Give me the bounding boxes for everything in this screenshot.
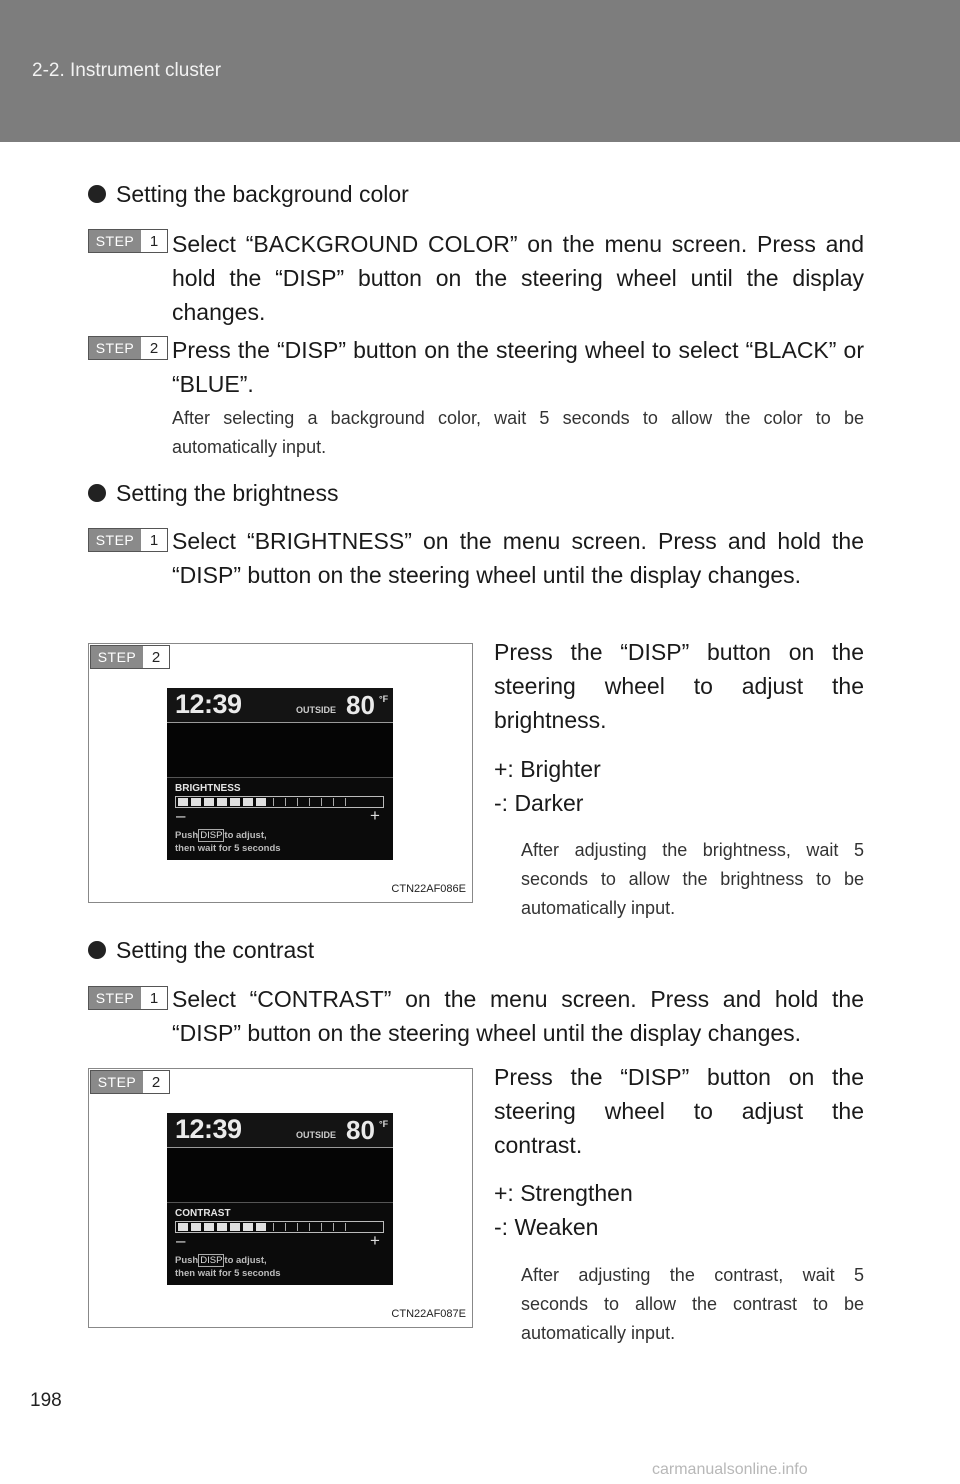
level-segment-off [273, 1223, 274, 1231]
step-label: STEP [91, 646, 143, 668]
level-segment-on [256, 1223, 266, 1231]
weaken-text: -: Weaken [494, 1214, 599, 1240]
section-title: 2-2. Instrument cluster [32, 60, 222, 81]
strengthen-text: +: Strengthen [494, 1180, 633, 1206]
level-segment-on [217, 798, 227, 806]
push-instruction [175, 1254, 281, 1280]
temperature-unit: °F [379, 694, 389, 704]
outside-label: OUTSIDE [296, 1130, 337, 1140]
level-segment-off [321, 1223, 322, 1231]
page-number: 198 [30, 1390, 62, 1411]
display-info-area [167, 1148, 393, 1203]
bg-step1-text: Select “BACKGROUND COLOR” on the menu screen. Press and hold the “DISP” button on the steering wheel until the display changes. [172, 231, 864, 325]
bg-heading-text: Setting the background color [116, 181, 409, 207]
setting-label: BRIGHTNESS [175, 783, 241, 794]
push-text: Push [175, 1255, 199, 1266]
step-badge [90, 1070, 170, 1094]
level-bar [175, 796, 384, 808]
level-segment-off [309, 798, 310, 806]
darker-text: -: Darker [494, 790, 584, 816]
watermark: carmanualsonline.info [652, 1461, 808, 1478]
level-segment-on [178, 1223, 188, 1231]
level-segment-on [178, 798, 188, 806]
clock-readout: 12:39 [175, 1114, 242, 1144]
push-text: then wait for 5 seconds [175, 1268, 281, 1279]
step-badge [90, 645, 170, 669]
level-segment-off [345, 1223, 346, 1231]
level-segment-off [321, 798, 322, 806]
bg-note: After selecting a background color, wait 5 seconds to allow the color to be automatically input. [172, 408, 864, 457]
level-segment-on [217, 1223, 227, 1231]
step-number: 1 [141, 230, 167, 252]
step-label: STEP [89, 230, 141, 252]
minus-icon: – [176, 1231, 186, 1250]
minus-icon: – [176, 806, 186, 825]
page-header [0, 0, 960, 142]
step-badge [88, 229, 168, 253]
setting-label: CONTRAST [175, 1208, 231, 1219]
brightness-figure [88, 643, 473, 903]
step-number: 2 [141, 337, 167, 359]
level-segment-off [333, 1223, 334, 1231]
level-segment-off [273, 798, 274, 806]
step-label: STEP [89, 337, 141, 359]
bullet-icon [88, 484, 106, 502]
brightness-note: After adjusting the brightness, wait 5 seconds to allow the brightness to be automatically input. [521, 840, 864, 918]
temperature-readout: 80 [346, 1115, 375, 1145]
step-badge [88, 986, 168, 1010]
level-segment-on [243, 1223, 253, 1231]
level-segment-off [285, 1223, 286, 1231]
step-number: 2 [143, 1071, 169, 1093]
display-screen [167, 688, 393, 860]
outside-label: OUTSIDE [296, 705, 337, 715]
bullet-icon [88, 941, 106, 959]
level-segment-on [204, 1223, 214, 1231]
step-number: 1 [141, 987, 167, 1009]
plus-icon: + [370, 1231, 380, 1250]
step-badge [88, 528, 168, 552]
level-segment-off [297, 1223, 298, 1231]
level-segment-on [191, 1223, 201, 1231]
bg-heading [88, 181, 409, 208]
brightness-heading-text: Setting the brightness [116, 480, 339, 506]
push-text: then wait for 5 seconds [175, 843, 281, 854]
display-info-area [167, 723, 393, 778]
contrast-heading-text: Setting the contrast [116, 937, 315, 963]
brightness-step1-text: Select “BRIGHTNESS” on the menu screen. Press and hold the “DISP” button on the steering wheel until the display changes. [172, 528, 864, 588]
disp-button-glyph: DISP [200, 830, 223, 841]
level-segment-off [333, 798, 334, 806]
temperature-unit: °F [379, 1119, 389, 1129]
push-text: to adjust, [224, 1255, 267, 1266]
display-screen [167, 1113, 393, 1285]
level-segment-on [204, 798, 214, 806]
brightness-step2-text: Press the “DISP” button on the steering wheel to adjust the brightness. [494, 639, 864, 733]
plus-icon: + [370, 806, 380, 825]
level-segment-on [230, 798, 240, 806]
bullet-icon [88, 185, 106, 203]
push-text: to adjust, [224, 830, 267, 841]
push-text: Push [175, 830, 199, 841]
step-badge [88, 336, 168, 360]
step-number: 1 [141, 529, 167, 551]
step-label: STEP [89, 529, 141, 551]
bg-step2-text: Press the “DISP” button on the steering wheel to select “BLACK” or “BLUE”. [172, 337, 864, 397]
step-label: STEP [89, 987, 141, 1009]
figure-code: CTN22AF087E [391, 1308, 466, 1320]
level-segment-on [230, 1223, 240, 1231]
contrast-figure [88, 1068, 473, 1328]
contrast-step1-text: Select “CONTRAST” on the menu screen. Press and hold the “DISP” button on the steering wheel until the display changes. [172, 986, 864, 1046]
brighter-text: +: Brighter [494, 756, 601, 782]
contrast-note: After adjusting the contrast, wait 5 seconds to allow the contrast to be automatically input. [521, 1265, 864, 1343]
figure-code: CTN22AF086E [391, 883, 466, 895]
push-instruction [175, 829, 281, 855]
level-segment-on [243, 798, 253, 806]
contrast-heading [88, 937, 314, 964]
level-segment-on [191, 798, 201, 806]
disp-button-glyph: DISP [200, 1255, 223, 1266]
level-segment-on [256, 798, 266, 806]
step-label: STEP [91, 1071, 143, 1093]
step-number: 2 [143, 646, 169, 668]
level-bar [175, 1221, 384, 1233]
temperature-readout: 80 [346, 690, 375, 720]
level-segment-off [309, 1223, 310, 1231]
level-segment-off [297, 798, 298, 806]
contrast-step2-text: Press the “DISP” button on the steering wheel to adjust the contrast. [494, 1064, 864, 1158]
clock-readout: 12:39 [175, 689, 242, 719]
level-segment-off [345, 798, 346, 806]
level-segment-off [285, 798, 286, 806]
brightness-heading [88, 480, 338, 507]
